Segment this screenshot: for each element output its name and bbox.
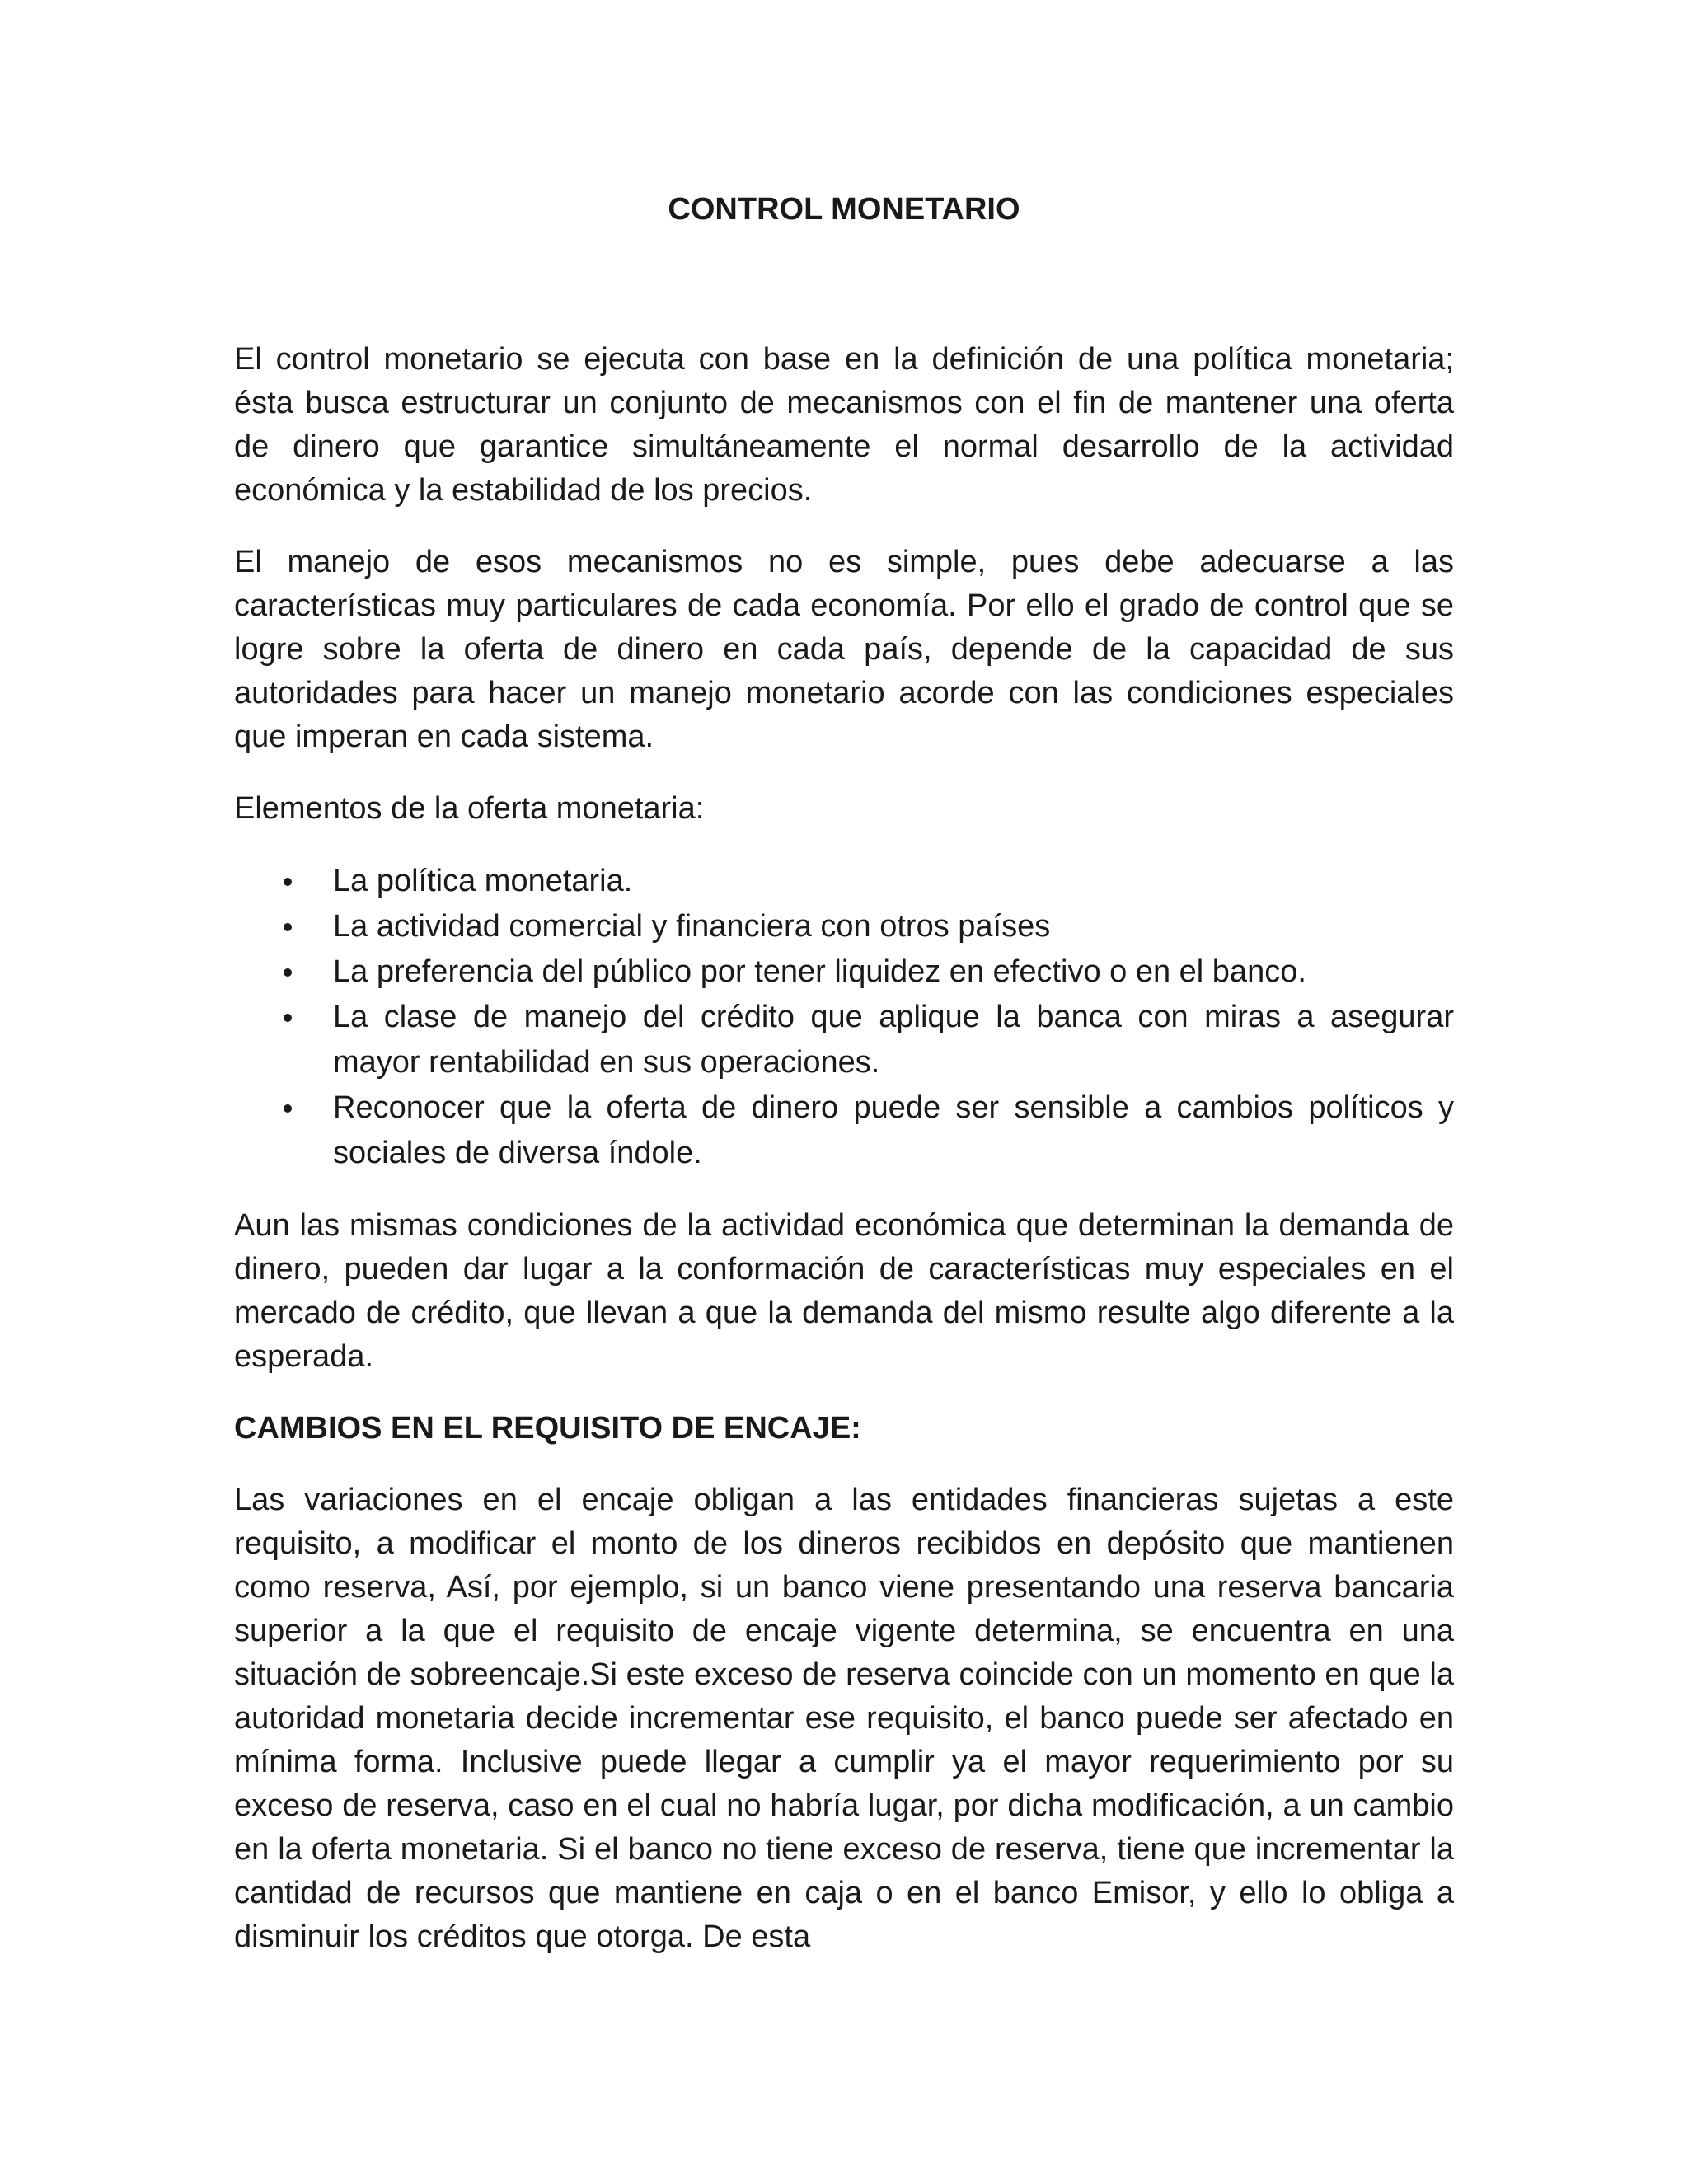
list-item bbox=[234, 859, 1454, 904]
elements-list bbox=[234, 859, 1454, 1176]
section-heading: CAMBIOS EN EL REQUISITO DE ENCAJE: bbox=[234, 1411, 861, 1446]
bullet-icon bbox=[284, 923, 292, 931]
paragraph-mechanisms: El manejo de esos mecanismos no es simple, pues debe adecuarse a las características muy particulares de cada economía. Por ello el grado de control que se logre sobre la oferta de dinero en cada país, depende de la capacidad de sus autoridades para hacer un manejo monetario acorde con las condiciones especiales que imperan en cada sistema. bbox=[234, 545, 1454, 754]
paragraph-encaje: Las variaciones en el encaje obligan a las entidades financieras sujetas a este requisito, a modificar el monto de los dineros recibidos en depósito que mantienen como reserva, Así, por ejemplo, si un banco viene presentando una reserva bancaria superior a la que el requisito de encaje vigente determina, se encuentra en una situación de sobreencaje.Si este exceso de reserva coincide con un momento en que la autoridad monetaria decide incrementar ese requisito, el banco puede ser afectado en mínima forma. Inclusive puede llegar a cumplir ya el mayor requerimiento por su exceso de reserva, caso en el cual no habría lugar, por dicha modificación, a un cambio en la oferta monetaria. Si el banco no tiene exceso de reserva, tiene que incrementar la cantidad de recursos que mantiene en caja o en el banco Emisor, y ello lo obliga a disminuir los créditos que otorga. De esta bbox=[234, 1483, 1454, 1954]
list-item bbox=[234, 1085, 1454, 1176]
list-item-text: La clase de manejo del crédito que aplique la banca con miras a asegurar mayor rentabilidad en sus operaciones. bbox=[333, 1000, 1454, 1080]
document-page bbox=[234, 188, 1454, 1959]
bullet-icon bbox=[284, 968, 292, 977]
list-item bbox=[234, 995, 1454, 1085]
list-item bbox=[234, 904, 1454, 949]
list-item-text: Reconocer que la oferta de dinero puede ser sensible a cambios políticos y sociales de diversa índole. bbox=[333, 1090, 1454, 1170]
bullet-icon bbox=[284, 878, 292, 886]
paragraph-demand: Aun las mismas condiciones de la actividad económica que determinan la demanda de dinero, pueden dar lugar a la conformación de características muy especiales en el mercado de crédito, que llevan a que la demanda del mismo resulte algo diferente a la esperada. bbox=[234, 1208, 1454, 1374]
list-item-text: La política monetaria. bbox=[333, 864, 633, 898]
bullet-icon bbox=[284, 1104, 292, 1113]
bullet-icon bbox=[284, 1014, 292, 1022]
paragraph-elements-label: Elementos de la oferta monetaria: bbox=[234, 791, 705, 826]
document-title: CONTROL MONETARIO bbox=[668, 192, 1020, 227]
list-item-text: La actividad comercial y financiera con otros países bbox=[333, 909, 1051, 944]
paragraph-intro: El control monetario se ejecuta con base en la definición de una política monetaria; ésta busca estructurar un conjunto de mecanismos con el fin de mantener una oferta de dinero que garantice simultáneamente el normal desarrollo de la actividad económica y la estabilidad de los precios. bbox=[234, 342, 1454, 508]
list-item bbox=[234, 949, 1454, 995]
list-item-text: La preferencia del público por tener liquidez en efectivo o en el banco. bbox=[333, 954, 1306, 989]
